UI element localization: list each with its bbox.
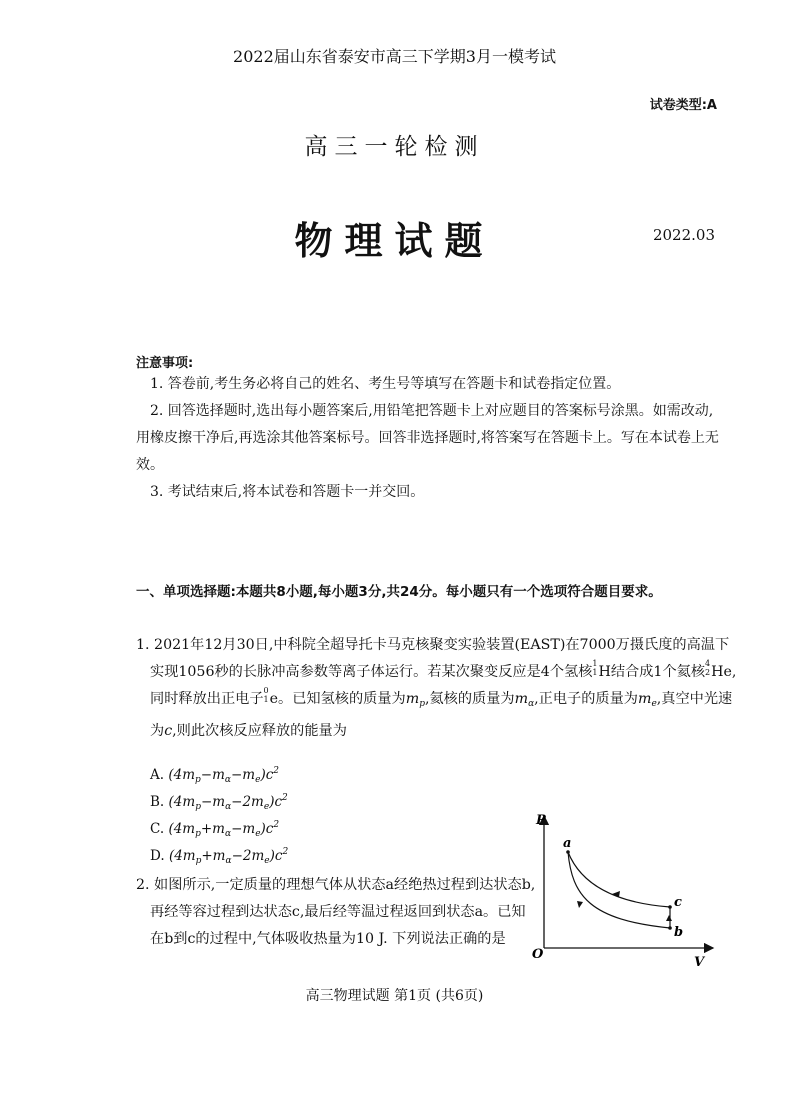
expr-part: )c bbox=[260, 821, 274, 837]
proton-mass-subscript: p bbox=[419, 699, 425, 709]
expr-sub: α bbox=[225, 802, 232, 812]
expr-part: −2m bbox=[231, 794, 264, 810]
expr-part: −m bbox=[200, 794, 226, 810]
expr-part: (4m bbox=[168, 848, 196, 864]
expr-sup: 2 bbox=[282, 793, 288, 803]
option-b-expr bbox=[169, 794, 288, 810]
arrow-a-to-b-icon bbox=[577, 901, 583, 908]
section-heading: 一、单项选择题:本题共8小题,每小题3分,共24分。每小题只有一个选项符合题目要求。 bbox=[136, 584, 662, 600]
expr-sub: p bbox=[195, 775, 201, 785]
positron-nuclide bbox=[264, 686, 269, 704]
option-c-expr bbox=[168, 821, 279, 837]
expr-part: −m bbox=[230, 767, 256, 783]
exam-subtitle: 高三一轮检测 bbox=[304, 134, 485, 160]
positron-symbol: e bbox=[269, 691, 279, 707]
expr-part: −m bbox=[200, 767, 225, 783]
expr-sub: α bbox=[224, 775, 231, 785]
expr-sub: p bbox=[195, 856, 202, 866]
question-1-stem bbox=[136, 632, 740, 745]
proton-mass-symbol: m bbox=[405, 691, 420, 707]
helium-charge-number: 2 bbox=[705, 668, 711, 677]
note-item-2: 2. 回答选择题时,选出每小题答案后,用铅笔把答题卡上对应题目的答案标号涂黑。如需改动,用橡皮擦干净后,再选涂其他答案标号。回答非选择题时,将答案写在答题卡上。写在本试卷上无效。 bbox=[136, 403, 719, 473]
point-label-c: c bbox=[674, 895, 682, 910]
expr-sub: α bbox=[225, 829, 232, 839]
notes-heading: 注意事项: bbox=[136, 356, 194, 371]
positron-mass-subscript: e bbox=[651, 699, 657, 709]
exam-banner: 2022届山东省泰安市高三下学期3月一模考试 bbox=[233, 47, 556, 66]
positron-mass-symbol: m bbox=[637, 691, 652, 707]
helium-symbol: He bbox=[711, 664, 732, 680]
expr-sup: 2 bbox=[282, 847, 289, 857]
q1-text-b: 结合成1个氦核 bbox=[610, 664, 706, 680]
q1-option-c bbox=[150, 820, 279, 839]
helium-mass-subscript: α bbox=[528, 699, 535, 709]
option-b-label: B. bbox=[150, 794, 165, 810]
expr-part: )c bbox=[269, 794, 283, 810]
light-speed-symbol: c bbox=[164, 723, 173, 739]
expr-sub: e bbox=[263, 802, 270, 812]
expr-part: −m bbox=[231, 821, 256, 837]
expr-part: )c bbox=[269, 848, 283, 864]
origin-label: O bbox=[532, 947, 544, 962]
expr-part: +m bbox=[201, 848, 226, 864]
hydrogen-nuclide bbox=[592, 659, 597, 677]
question-2-stem: 2. 如图所示,一定质量的理想气体从状态a经绝热过程到达状态b,再经等容过程到达状态c,最后经等温过程返回到状态a。已知在b到c的过程中,气体吸收热量为10 J. 下列说法正确的是 bbox=[136, 877, 536, 947]
q1-text-d: 。已知氢核的质量为 bbox=[278, 691, 406, 707]
state-point-c bbox=[668, 905, 672, 909]
exam-title: 物理试题 bbox=[294, 218, 495, 263]
expr-sub: α bbox=[225, 856, 232, 866]
note-item-3: 3. 考试结束后,将本试卷和答题卡一并交回。 bbox=[150, 484, 425, 500]
isothermal-curve-c-a bbox=[568, 852, 670, 907]
expr-sub: e bbox=[264, 856, 270, 866]
expr-sub: p bbox=[195, 829, 201, 839]
adiabatic-curve-a-b bbox=[568, 852, 670, 928]
hydrogen-symbol: H bbox=[598, 664, 611, 680]
positron-charge-number: 1 bbox=[263, 695, 269, 704]
exam-date: 2022.03 bbox=[652, 226, 715, 244]
q1-text-g: ,真空中光速为 bbox=[150, 691, 733, 739]
q1-option-d bbox=[150, 847, 288, 866]
note-item-1: 1. 答卷前,考生务必将自己的姓名、考生号等填写在答题卡和试卷指定位置。 bbox=[150, 376, 621, 392]
arrow-b-to-c-icon bbox=[666, 915, 672, 921]
helium-nuclide bbox=[705, 659, 710, 677]
q1-option-a bbox=[150, 766, 279, 785]
option-d-expr bbox=[169, 848, 288, 864]
q1-option-b bbox=[150, 793, 288, 812]
expr-part: +m bbox=[200, 821, 225, 837]
expr-part: −2m bbox=[231, 848, 265, 864]
positron-mass-number: 0 bbox=[263, 686, 269, 695]
pv-diagram bbox=[520, 806, 730, 971]
expr-sub: e bbox=[255, 775, 261, 785]
axis-label-v: V bbox=[694, 955, 705, 970]
expr-sup: 2 bbox=[273, 766, 279, 776]
paper-type-label: 试卷类型:A bbox=[649, 98, 717, 113]
expr-part: (4m bbox=[168, 821, 196, 837]
q1-text-c: ,同时释放出正电子 bbox=[150, 664, 737, 707]
q1-text-f: ,正电子的质量为 bbox=[534, 691, 638, 707]
expr-part: )c bbox=[260, 767, 274, 783]
helium-mass-symbol: m bbox=[514, 691, 529, 707]
axis-label-p: P bbox=[536, 813, 546, 828]
expr-part: (4m bbox=[168, 767, 196, 783]
expr-sup: 2 bbox=[273, 820, 280, 830]
option-c-label: C. bbox=[150, 821, 165, 837]
expr-part: (4m bbox=[168, 794, 196, 810]
option-a-expr bbox=[168, 767, 279, 783]
hydrogen-charge-number: 1 bbox=[592, 668, 598, 677]
q1-text-e: ,氦核的质量为 bbox=[424, 691, 515, 707]
page-footer: 高三物理试题 第1页 (共6页) bbox=[305, 988, 484, 1004]
state-point-b bbox=[668, 926, 672, 930]
expr-sub: p bbox=[195, 802, 201, 812]
point-label-a: a bbox=[563, 836, 572, 851]
expr-sub: e bbox=[255, 829, 261, 839]
q1-text-a: 1. 2021年12月30日,中科院全超导托卡马克核聚变实验装置(EAST)在7000万摄氏度的高温下实现1056秒的长脉冲高参数等离子体运行。若某次聚变反应是4个氢核 bbox=[136, 637, 730, 680]
option-a-label: A. bbox=[150, 767, 165, 783]
hydrogen-mass-number: 1 bbox=[592, 659, 598, 668]
option-d-label: D. bbox=[150, 848, 165, 864]
point-label-b: b bbox=[674, 925, 684, 940]
q1-text-h: ,则此次核反应释放的能量为 bbox=[172, 723, 347, 739]
helium-mass-number: 4 bbox=[705, 659, 711, 668]
